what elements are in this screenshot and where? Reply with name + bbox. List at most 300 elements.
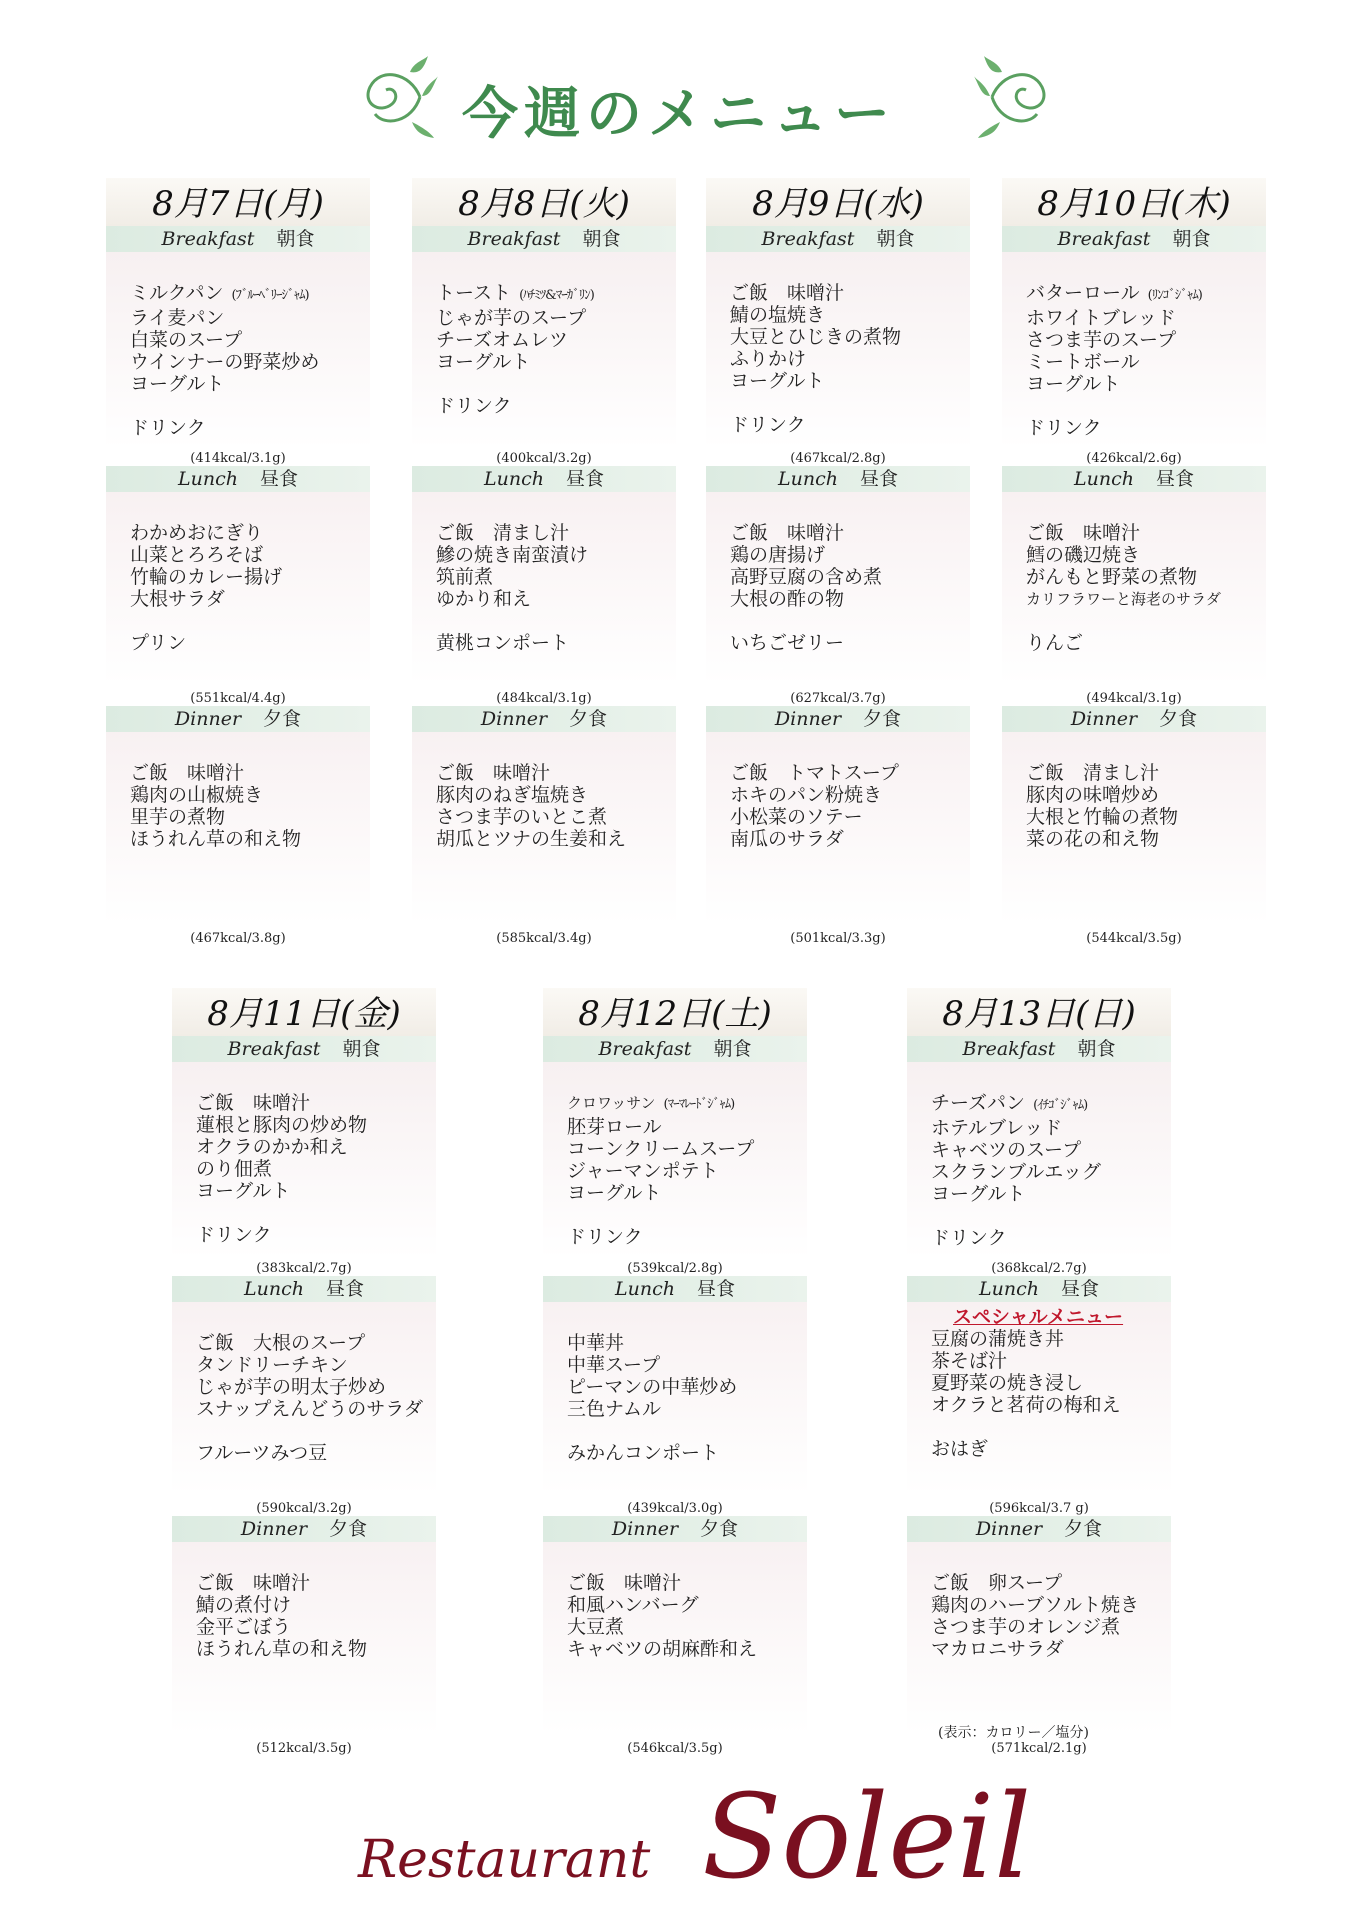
menu-item-text: ふりかけ — [730, 348, 807, 370]
menu-item — [1026, 307, 1266, 329]
calorie-salt-info: (546kcal/3.5g) — [627, 1741, 723, 1756]
menu-item-text: ご飯 大根のスープ — [196, 1332, 366, 1354]
lunch-header — [543, 1276, 807, 1302]
menu-item — [730, 348, 970, 370]
calorie-salt-info: (501kcal/3.3g) — [790, 931, 886, 946]
breakfast-header — [543, 1036, 807, 1062]
menu-item-text: 筑前煮 — [436, 566, 494, 588]
menu-item-text: 大豆煮 — [567, 1616, 625, 1638]
dinner-header — [1002, 706, 1266, 732]
menu-item — [130, 588, 370, 610]
menu-items — [543, 1062, 807, 1248]
lunch-body — [106, 492, 370, 706]
menu-item — [196, 1136, 436, 1158]
lunch-section — [172, 1276, 436, 1516]
header — [0, 52, 1358, 152]
menu-item-note: (ﾏｰﾏﾚｰﾄﾞｼﾞｬﾑ) — [663, 1097, 735, 1112]
menu-item-note: (ﾊﾁﾐﾂ&ﾏｰｶﾞﾘﾝ) — [519, 288, 594, 303]
menu-item — [567, 1116, 807, 1138]
menu-item — [1026, 329, 1266, 351]
menu-item — [196, 1638, 436, 1660]
menu-item — [730, 806, 970, 828]
menu-item-text: ご飯 味噌汁 — [730, 282, 845, 304]
menu-item — [931, 1616, 1171, 1638]
menu-item-text: ヨーグルト — [1026, 373, 1121, 395]
dinner-label-en: Dinner — [480, 708, 548, 730]
day-date: 8月11日(金) — [172, 988, 436, 1036]
menu-item-text: 金平ごぼう — [196, 1616, 292, 1638]
menu-item — [567, 1594, 807, 1616]
breakfast-section — [543, 1036, 807, 1276]
menu-item — [1026, 784, 1266, 806]
dinner-label-en: Dinner — [774, 708, 842, 730]
menu-item — [730, 828, 970, 850]
menu-item — [130, 828, 370, 850]
menu-item-text: じゃが芋の明太子炒め — [196, 1376, 387, 1398]
menu-item-text: ヨーグルト — [931, 1183, 1026, 1205]
menu-item-text: ライ麦パン — [130, 307, 225, 329]
menu-item-text: 茶そば汁 — [931, 1350, 1008, 1372]
dinner-body — [106, 732, 370, 946]
menu-item — [436, 784, 676, 806]
lunch-section — [106, 466, 370, 706]
dinner-label-ja: 夕食 — [569, 708, 608, 730]
calorie-salt-info: (596kcal/3.7 g) — [989, 1501, 1089, 1516]
menu-item-text: 鶏の唐揚げ — [730, 544, 826, 566]
dinner-label-en: Dinner — [1070, 708, 1138, 730]
dinner-label-en: Dinner — [240, 1518, 308, 1540]
breakfast-label-ja: 朝食 — [1172, 228, 1211, 250]
menu-item-text: ご飯 味噌汁 — [196, 1092, 311, 1114]
menu-item — [567, 1572, 807, 1594]
menu-item-text: ご飯 トマトスープ — [730, 762, 899, 784]
menu-item-text: 和風ハンバーグ — [567, 1594, 699, 1616]
menu-item-text: ホワイトブレッド — [1026, 307, 1176, 329]
menu-item — [931, 1161, 1171, 1183]
dinner-label-ja: 夕食 — [1159, 708, 1198, 730]
footer — [0, 1750, 1358, 1905]
menu-item-text: 大根と竹輪の煮物 — [1026, 806, 1179, 828]
menu-item-text: 中華丼 — [567, 1332, 625, 1354]
breakfast-label-en: Breakfast — [598, 1038, 692, 1060]
lunch-label-en: Lunch — [484, 468, 544, 490]
dinner-section — [907, 1516, 1171, 1756]
day-column — [106, 178, 370, 946]
breakfast-label-en: Breakfast — [962, 1038, 1056, 1060]
dinner-label-en: Dinner — [174, 708, 242, 730]
menu-items — [543, 1302, 807, 1464]
breakfast-section — [412, 226, 676, 466]
menu-item-text: マカロニサラダ — [931, 1638, 1064, 1660]
menu-item — [1026, 373, 1266, 395]
menu-item — [567, 1160, 807, 1182]
menu-item-text: コーンクリームスープ — [567, 1138, 755, 1160]
menu-item-text: チーズパン — [931, 1092, 1026, 1114]
menu-item-text: ホテルブレッド — [931, 1117, 1063, 1139]
breakfast-body — [706, 252, 970, 466]
dinner-header — [172, 1516, 436, 1542]
menu-item — [730, 304, 970, 326]
breakfast-section — [172, 1036, 436, 1276]
lunch-label-ja: 昼食 — [696, 1278, 735, 1300]
drink-item: ドリンク — [1026, 417, 1102, 439]
lunch-label-en: Lunch — [178, 468, 238, 490]
menu-item-text: ヨーグルト — [130, 373, 225, 395]
dinner-section — [706, 706, 970, 946]
calorie-salt-info: (383kcal/2.7g) — [256, 1261, 352, 1276]
lunch-body — [543, 1302, 807, 1516]
menu-item — [931, 1117, 1171, 1139]
menu-item — [730, 762, 970, 784]
menu-item — [931, 1572, 1171, 1594]
menu-item-text: ご飯 味噌汁 — [436, 762, 551, 784]
menu-items — [106, 252, 370, 439]
calorie-salt-info: (544kcal/3.5g) — [1086, 931, 1182, 946]
lunch-section — [907, 1276, 1171, 1516]
lunch-body — [172, 1302, 436, 1516]
day-column — [543, 988, 807, 1756]
menu-item — [931, 1328, 1171, 1350]
menu-item — [436, 307, 676, 329]
menu-item-text: ゆかり和え — [436, 588, 532, 610]
lunch-label-ja: 昼食 — [859, 468, 898, 490]
menu-items — [172, 1062, 436, 1246]
menu-item — [1026, 588, 1266, 610]
menu-item — [436, 282, 676, 307]
menu-item — [130, 373, 370, 395]
menu-item — [196, 1158, 436, 1180]
calorie-salt-info: (512kcal/3.5g) — [256, 1741, 352, 1756]
dinner-body — [543, 1542, 807, 1756]
menu-item-text: 鶏肉のハーブソルト焼き — [931, 1594, 1140, 1616]
menu-item-text: 大根の酢の物 — [730, 588, 845, 610]
dinner-section — [543, 1516, 807, 1756]
menu-item-text: 大豆とひじきの煮物 — [730, 326, 902, 348]
menu-item-text: がんもと野菜の煮物 — [1026, 566, 1198, 588]
menu-items — [106, 492, 370, 654]
lunch-body — [706, 492, 970, 706]
day-date: 8月7日(月) — [106, 178, 370, 226]
calorie-salt-info: (494kcal/3.1g) — [1086, 691, 1182, 706]
menu-item — [130, 329, 370, 351]
menu-item-text: 中華スープ — [567, 1354, 661, 1376]
day-column — [706, 178, 970, 946]
menu-item-text: ご飯 味噌汁 — [130, 762, 245, 784]
menu-item — [196, 1354, 436, 1376]
breakfast-section — [907, 1036, 1171, 1276]
menu-item — [931, 1594, 1171, 1616]
menu-item-text: ご飯 卵スープ — [931, 1572, 1063, 1594]
menu-item — [931, 1183, 1171, 1205]
lunch-label-en: Lunch — [244, 1278, 304, 1300]
menu-item-text: さつま芋のオレンジ煮 — [931, 1616, 1121, 1638]
menu-item — [1026, 762, 1266, 784]
lunch-body — [1002, 492, 1266, 706]
day-date: 8月12日(土) — [543, 988, 807, 1036]
menu-item — [196, 1594, 436, 1616]
lunch-section — [412, 466, 676, 706]
dessert-item: プリン — [130, 632, 187, 654]
dinner-body — [172, 1542, 436, 1756]
menu-items — [907, 1062, 1171, 1249]
menu-item — [1026, 806, 1266, 828]
dessert-item: 黄桃コンポート — [436, 632, 570, 654]
calorie-salt-info: (467kcal/2.8g) — [790, 451, 886, 466]
lunch-header — [706, 466, 970, 492]
menu-item-text: オクラのかか和え — [196, 1136, 348, 1158]
breakfast-header — [412, 226, 676, 252]
breakfast-label-en: Breakfast — [467, 228, 561, 250]
calorie-salt-info: (467kcal/3.8g) — [190, 931, 286, 946]
menu-item — [130, 351, 370, 373]
menu-item — [130, 544, 370, 566]
menu-item — [1026, 282, 1266, 307]
menu-items — [106, 732, 370, 850]
day-column — [412, 178, 676, 946]
menu-item-text: 白菜のスープ — [130, 329, 243, 351]
breakfast-label-en: Breakfast — [161, 228, 255, 250]
menu-item — [1026, 522, 1266, 544]
menu-item-text: ご飯 味噌汁 — [567, 1572, 682, 1594]
menu-item-text: タンドリーチキン — [196, 1354, 348, 1376]
menu-item — [130, 522, 370, 544]
menu-item — [730, 544, 970, 566]
breakfast-body — [907, 1062, 1171, 1276]
menu-item — [730, 784, 970, 806]
restaurant-logo: Soleil — [702, 1770, 1032, 1905]
dinner-label-ja: 夕食 — [263, 708, 302, 730]
menu-item — [567, 1332, 807, 1354]
menu-items — [412, 492, 676, 654]
menu-item — [567, 1638, 807, 1660]
menu-item — [436, 588, 676, 610]
menu-item — [931, 1372, 1171, 1394]
calorie-salt-info: (414kcal/3.1g) — [190, 451, 286, 466]
menu-item-text: 里芋の煮物 — [130, 806, 226, 828]
menu-item — [436, 762, 676, 784]
menu-item-text: 山菜とろろそば — [130, 544, 264, 566]
calorie-salt-info: (590kcal/3.2g) — [256, 1501, 352, 1516]
lunch-label-en: Lunch — [778, 468, 838, 490]
lunch-body — [412, 492, 676, 706]
menu-item-text: ジャーマンポテト — [567, 1160, 719, 1182]
menu-item-text: さつま芋のスープ — [1026, 329, 1177, 351]
menu-item — [196, 1398, 436, 1420]
menu-item — [436, 566, 676, 588]
breakfast-body — [1002, 252, 1266, 466]
menu-item-text: オクラと茗荷の梅和え — [931, 1394, 1121, 1416]
menu-items — [706, 492, 970, 654]
breakfast-label-en: Breakfast — [227, 1038, 321, 1060]
dessert-item: りんご — [1026, 632, 1084, 654]
menu-item-text: キャベツの胡麻酢和え — [567, 1638, 758, 1660]
menu-items — [1002, 492, 1266, 654]
menu-item — [931, 1638, 1171, 1660]
menu-item-text: ご飯 清まし汁 — [1026, 762, 1160, 784]
menu-item-text: 鯖の煮付け — [196, 1594, 292, 1616]
menu-item-text: のり佃煮 — [196, 1158, 273, 1180]
breakfast-section — [1002, 226, 1266, 466]
menu-item — [567, 1138, 807, 1160]
dinner-header — [412, 706, 676, 732]
lunch-label-en: Lunch — [979, 1278, 1039, 1300]
menu-item — [567, 1092, 807, 1116]
menu-item-text: ご飯 味噌汁 — [1026, 522, 1141, 544]
lunch-label-ja: 昼食 — [325, 1278, 364, 1300]
menu-item-text: スクランブルエッグ — [931, 1161, 1101, 1183]
menu-item-text: ウインナーの野菜炒め — [130, 351, 320, 373]
dessert-item: みかんコンポート — [567, 1442, 720, 1464]
menu-items — [706, 252, 970, 436]
breakfast-body — [412, 252, 676, 466]
menu-items — [172, 1542, 436, 1660]
menu-item-note: (ﾌﾞﾙｰﾍﾞﾘｰｼﾞｬﾑ) — [231, 288, 309, 303]
menu-item — [436, 806, 676, 828]
menu-item — [130, 784, 370, 806]
dinner-label-ja: 夕食 — [1064, 1518, 1103, 1540]
menu-item-text: スナップえんどうのサラダ — [196, 1398, 424, 1420]
menu-item — [1026, 566, 1266, 588]
menu-item — [931, 1394, 1171, 1416]
breakfast-header — [706, 226, 970, 252]
menu-item-text: 豚肉のねぎ塩焼き — [436, 784, 589, 806]
dinner-section — [106, 706, 370, 946]
menu-item — [730, 588, 970, 610]
breakfast-header — [106, 226, 370, 252]
menu-items — [412, 732, 676, 850]
lunch-label-en: Lunch — [615, 1278, 675, 1300]
breakfast-label-ja: 朝食 — [1077, 1038, 1116, 1060]
lunch-section — [706, 466, 970, 706]
breakfast-body — [106, 252, 370, 466]
lunch-header — [172, 1276, 436, 1302]
lunch-label-en: Lunch — [1074, 468, 1134, 490]
lunch-label-ja: 昼食 — [259, 468, 298, 490]
dinner-label-ja: 夕食 — [329, 1518, 368, 1540]
calorie-salt-info: (439kcal/3.0g) — [627, 1501, 723, 1516]
dessert-item: いちごゼリー — [730, 632, 845, 654]
menu-item-text: バターロール — [1026, 282, 1140, 304]
leaf-ornament-icon — [972, 52, 1062, 142]
menu-item-text: キャベツのスープ — [931, 1139, 1082, 1161]
menu-item-text: ホキのパン粉焼き — [730, 784, 883, 806]
menu-item — [730, 522, 970, 544]
breakfast-label-ja: 朝食 — [582, 228, 621, 250]
lunch-label-ja: 昼食 — [1155, 468, 1194, 490]
menu-item-text: ヨーグルト — [196, 1180, 291, 1202]
calorie-salt-info: (484kcal/3.1g) — [496, 691, 592, 706]
menu-item — [931, 1350, 1171, 1372]
menu-item-text: ほうれん草の和え物 — [196, 1638, 368, 1660]
menu-item-text: 高野豆腐の含め煮 — [730, 566, 883, 588]
breakfast-label-ja: 朝食 — [276, 228, 315, 250]
drink-item: ドリンク — [436, 395, 512, 417]
dinner-body — [706, 732, 970, 946]
lunch-header — [1002, 466, 1266, 492]
menu-item — [196, 1332, 436, 1354]
dinner-section — [1002, 706, 1266, 946]
day-column — [907, 988, 1171, 1756]
menu-item-text: 三色ナムル — [567, 1398, 662, 1420]
menu-item-text: 鯖の塩焼き — [730, 304, 826, 326]
menu-item-text: さつま芋のいとこ煮 — [436, 806, 608, 828]
menu-items — [706, 732, 970, 850]
menu-item — [567, 1376, 807, 1398]
calorie-salt-info: (368kcal/2.7g) — [991, 1261, 1087, 1276]
drink-item: ドリンク — [730, 414, 806, 436]
menu-item-text: 竹輪のカレー揚げ — [130, 566, 283, 588]
menu-item — [436, 828, 676, 850]
dinner-label-ja: 夕食 — [863, 708, 902, 730]
calorie-salt-info: (571kcal/2.1g) — [991, 1741, 1087, 1756]
day-date: 8月8日(火) — [412, 178, 676, 226]
breakfast-header — [172, 1036, 436, 1062]
menu-item-text: じゃが芋のスープ — [436, 307, 587, 329]
menu-item-text: ミートボール — [1026, 351, 1140, 373]
drink-item: ドリンク — [196, 1224, 272, 1246]
menu-item — [130, 762, 370, 784]
menu-item — [436, 329, 676, 351]
dinner-section — [172, 1516, 436, 1756]
dinner-header — [106, 706, 370, 732]
menu-item — [436, 522, 676, 544]
menu-item-text: 豆腐の蒲焼き丼 — [931, 1328, 1065, 1350]
menu-item-text: クロワッサン — [567, 1094, 656, 1112]
dinner-header — [543, 1516, 807, 1542]
menu-item-text: カリフラワーと海老のサラダ — [1026, 590, 1221, 608]
drink-item: ドリンク — [931, 1227, 1007, 1249]
menu-item-text: ご飯 味噌汁 — [730, 522, 845, 544]
lunch-header — [106, 466, 370, 492]
menu-item — [196, 1572, 436, 1594]
menu-item — [196, 1616, 436, 1638]
menu-item-text: 南瓜のサラダ — [730, 828, 844, 850]
menu-items — [412, 252, 676, 417]
menu-item-text: ピーマンの中華炒め — [567, 1376, 738, 1398]
menu-items — [172, 1302, 436, 1464]
menu-items — [907, 1302, 1171, 1460]
menu-item — [1026, 351, 1266, 373]
menu-item-text: ご飯 清まし汁 — [436, 522, 570, 544]
menu-item — [931, 1139, 1171, 1161]
day-date: 8月10日(木) — [1002, 178, 1266, 226]
breakfast-body — [543, 1062, 807, 1276]
lunch-label-ja: 昼食 — [565, 468, 604, 490]
menu-item — [730, 326, 970, 348]
menu-item-text: 夏野菜の焼き浸し — [931, 1372, 1084, 1394]
calorie-salt-info: (551kcal/4.4g) — [190, 691, 286, 706]
menu-item — [567, 1182, 807, 1204]
footer-restaurant-label: Restaurant — [358, 1830, 651, 1890]
day-column — [172, 988, 436, 1756]
breakfast-section — [106, 226, 370, 466]
day-column — [1002, 178, 1266, 946]
menu-item — [567, 1354, 807, 1376]
menu-items — [907, 1542, 1171, 1660]
menu-item-text: 蓮根と豚肉の炒め物 — [196, 1114, 368, 1136]
menu-item-note: (ｲﾁｺﾞｼﾞｬﾑ) — [1033, 1098, 1088, 1113]
menu-item — [196, 1376, 436, 1398]
menu-item-text: 菜の花の和え物 — [1026, 828, 1160, 850]
dinner-header — [706, 706, 970, 732]
lunch-header — [907, 1276, 1171, 1302]
menu-item — [130, 806, 370, 828]
menu-items — [543, 1542, 807, 1660]
calorie-salt-info: (539kcal/2.8g) — [627, 1261, 723, 1276]
page-title: 今週のメニュー — [462, 81, 896, 147]
menu-item-text: トースト — [436, 282, 512, 304]
breakfast-label-en: Breakfast — [1057, 228, 1151, 250]
